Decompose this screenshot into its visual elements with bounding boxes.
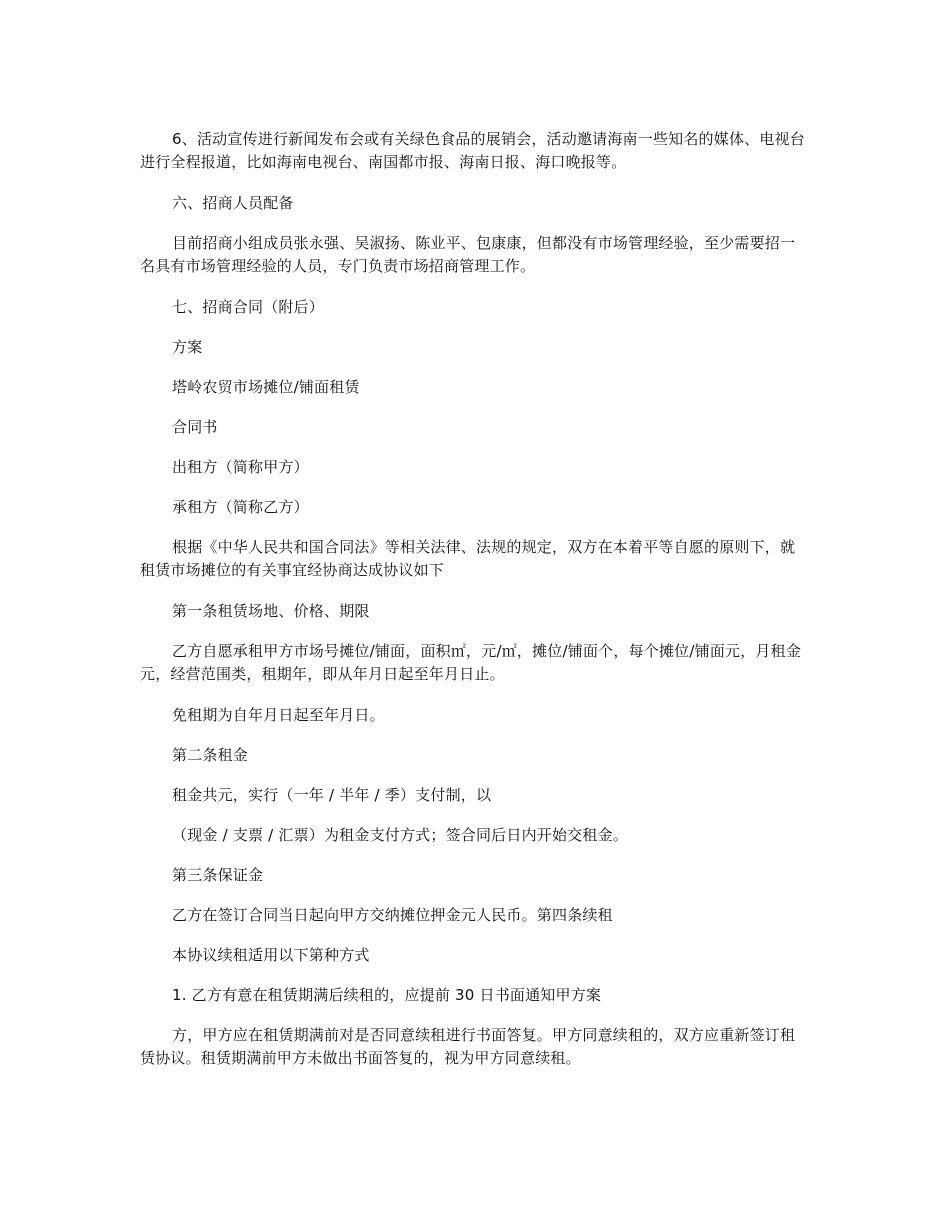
article-1-title: 第一条租赁场地、价格、期限 [172,602,370,620]
renewal-intro: 本协议续租适用以下第种方式 [172,946,370,964]
renewal-item-1: 1. 乙方有意在租赁期满后续租的，应提前 30 日书面通知甲方案 [172,986,602,1004]
party-lessor: 出租方（简称甲方） [172,458,309,476]
paragraph-staffing: 目前招商小组成员张永强、吴淑扬、陈业平、包康康，但都没有市场管理经验，至少需要招一名具有市场管理经验的人员，专门负责市场招商管理工作。 [140,234,796,275]
document-body [140,128,810,1088]
label-plan: 方案 [172,338,203,356]
contract-subtitle: 合同书 [172,418,218,436]
heading-staffing: 六、招商人员配备 [172,194,294,212]
article-2-title: 第二条租金 [172,746,249,764]
article-1-body: 乙方自愿承租甲方市场号摊位/铺面，面积㎡，元/㎡，摊位/铺面个，每个摊位/铺面元，月租金元，经营范围类，租期年，即从年月日起至年月日止。 [140,642,802,683]
contract-title: 塔岭农贸市场摊位/铺面租赁 [172,378,360,396]
paragraph-preamble: 根据《中华人民共和国合同法》等相关法律、法规的规定，双方在本着平等自愿的原则下，就租赁市场摊位的有关事宜经协商达成协议如下 [140,538,796,579]
rent-free-period: 免租期为自年月日起至年月日。 [172,706,385,724]
party-lessee: 承租方（简称乙方） [172,498,309,516]
article-2-payment: （现金 / 支票 / 汇票）为租金支付方式；签合同后日内开始交租金。 [172,826,628,844]
article-2-body: 租金共元，实行（一年 / 半年 / 季）支付制，以 [172,786,492,804]
article-3-title: 第三条保证金 [172,866,264,884]
article-3-body: 乙方在签订合同当日起向甲方交纳摊位押金元人民币。第四条续租 [172,906,613,924]
renewal-item-1-detail: 方，甲方应在租赁期满前对是否同意续租进行书面答复。甲方同意续租的，双方应重新签订租赁协议。租赁期满前甲方未做出书面答复的，视为甲方同意续租。 [140,1026,796,1067]
heading-contract: 七、招商合同（附后） [172,298,325,316]
paragraph-promotion: 6、活动宣传进行新闻发布会或有关绿色食品的展销会，活动邀请海南一些知名的媒体、电视台进行全程报道，比如海南电视台、南国都市报、海南日报、海口晚报等。 [140,130,805,171]
